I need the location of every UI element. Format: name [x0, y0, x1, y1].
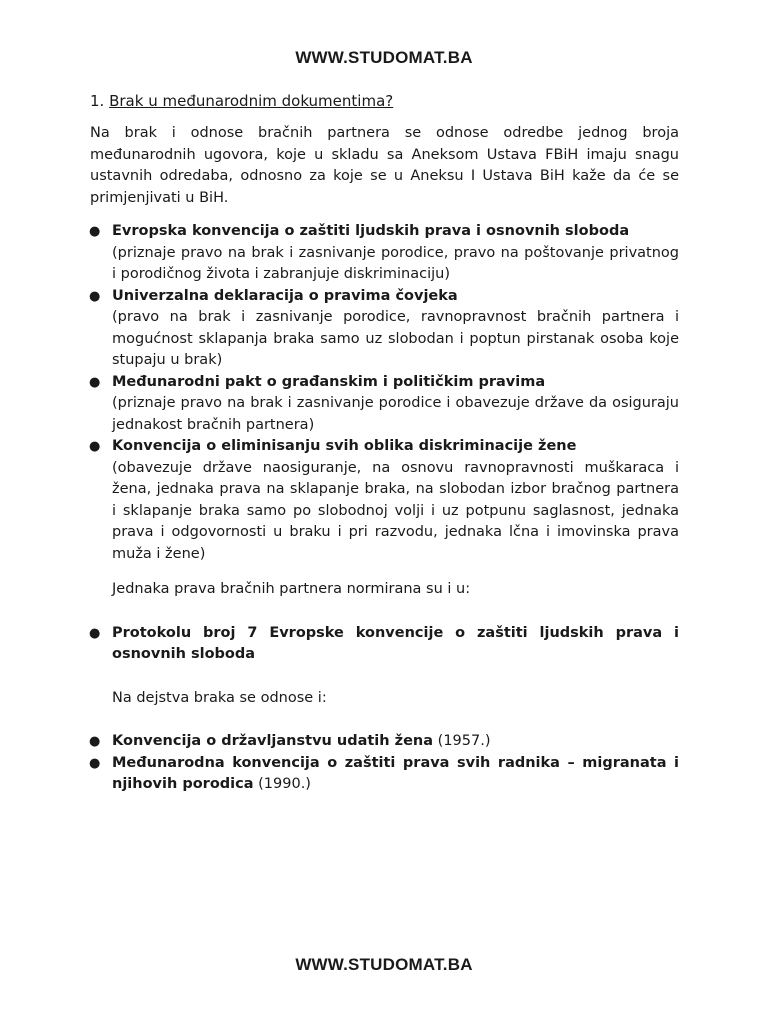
site-header: WWW.STUDOMAT.BA: [295, 48, 473, 67]
document-content: [90, 90, 679, 796]
protocol-list: [90, 623, 679, 666]
list-item-title: Univerzalna deklaracija o pravima čovjeka: [112, 287, 458, 304]
bullet-icon: ●: [89, 625, 101, 641]
list-item-description: (priznaje pravo na brak i zasnivanje porodice i obavezuje države da osiguraju jednakost bračnih partnera): [112, 395, 679, 433]
list-item: [90, 372, 679, 437]
section-title: Brak u međunarodnim dokumentima?: [109, 92, 394, 110]
list-item-description: (pravo na brak i zasnivanje porodice, ravnopravnost bračnih partnera i mogućnost sklapanja braka samo uz slobodan i poptun pirstanak osoba koje stupaju u brak): [112, 309, 679, 368]
note-equal-rights: Jednaka prava bračnih partnera normirana su i u:: [112, 581, 471, 597]
list-item-description: (obavezuje države naosiguranje, na osnovu ravnopravnosti muškaraca i žena, jednaka prava na sklapanje braka, na slobodan izbor bračnog partnera i sklapanje braka samo po slobodnoj volji i uz potpunu saglasnost, jednaka prava i odgovornosti u braku i pri razvodu, jednaka lčna i imovinska prava muža i žene): [112, 459, 679, 562]
list-item: [90, 221, 679, 286]
bullet-icon: ●: [89, 734, 101, 749]
list-item-year: (1990.): [258, 776, 311, 792]
intro-paragraph: Na brak i odnose bračnih partnera se odnose odredbe jednog broja međunarodnih ugovora, koje u skladu sa Aneksom Ustava FBiH imaju snagu ustavnih odredaba, odnosno za koje se u Aneksu I Ustava BiH kaže da će se primjenjivati u BiH.: [90, 125, 679, 206]
bullet-icon: ●: [89, 439, 101, 454]
list-item: [90, 731, 679, 753]
list-item-title: Konvencija o državljanstvu udatih žena: [112, 733, 434, 749]
effects-list: [90, 731, 679, 796]
site-footer: WWW.STUDOMAT.BA: [295, 955, 473, 974]
section-heading: [90, 90, 679, 112]
list-item-title: Konvencija o eliminisanju svih oblika diskriminacije žene: [112, 438, 577, 454]
conventions-list: [90, 221, 679, 565]
list-item-title: Evropska konvencija o zaštiti ljudskih prava i osnovnih sloboda: [112, 223, 630, 239]
list-item-description: (priznaje pravo na brak i zasnivanje porodice, pravo na poštovanje privatnog i porodičnog života i zabranjuje diskriminaciju): [112, 244, 679, 282]
list-item-title: Međunarodna konvencija o zaštiti prava svih radnika – migranata i njihovih porodica: [112, 754, 679, 792]
bullet-icon: ●: [89, 755, 101, 771]
bullet-icon: ●: [89, 288, 101, 304]
section-number: 1.: [90, 92, 105, 110]
list-item-title: Međunarodni pakt o građanskim i političkim pravima: [112, 373, 546, 390]
bullet-icon: ●: [89, 374, 101, 390]
list-item: [90, 753, 679, 796]
list-item-title: Protokolu broj 7 Evropske konvencije o zaštiti ljudskih prava i osnovnih sloboda: [112, 624, 679, 662]
list-item-year: (1957.): [437, 733, 491, 749]
note-marriage-effects: Na dejstva braka se odnose i:: [112, 689, 327, 706]
list-item: [90, 286, 679, 372]
bullet-icon: ●: [89, 224, 101, 239]
list-item: [90, 623, 679, 666]
list-item: [90, 436, 679, 565]
